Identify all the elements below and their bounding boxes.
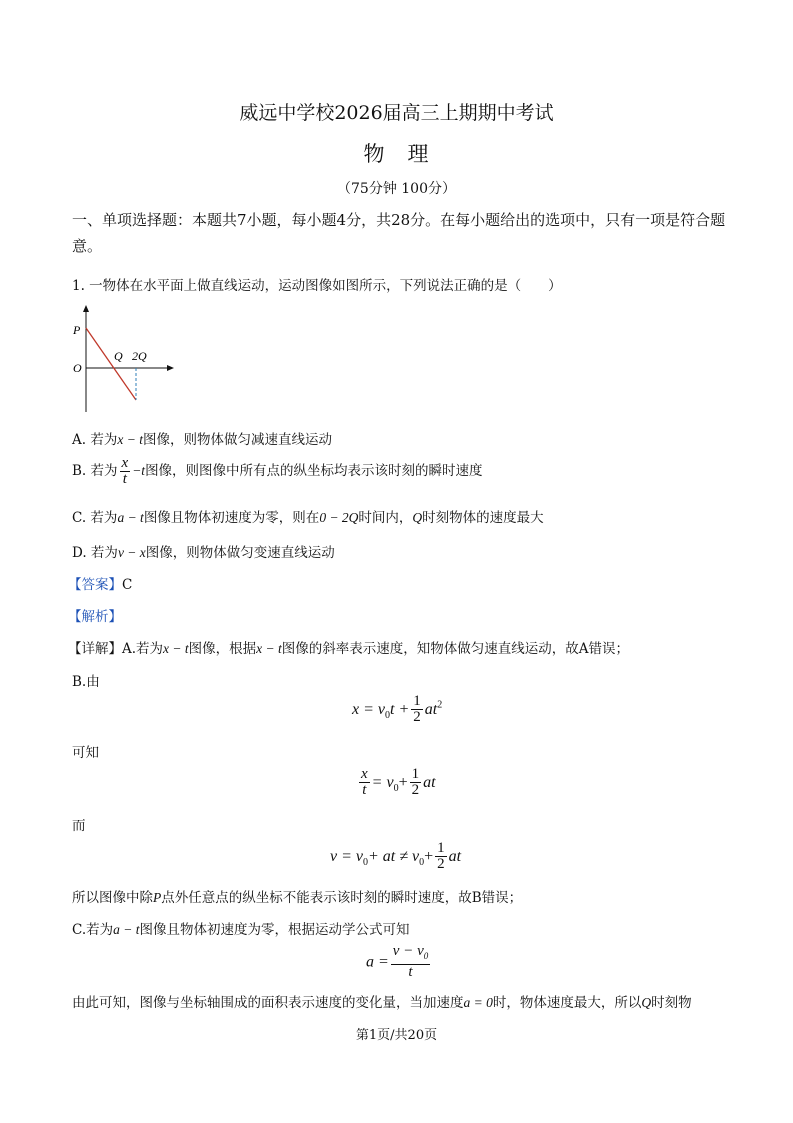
detail-b-conclusion: 所以图像中除P点外任意点的纵坐标不能表示该时刻的瞬时速度，故B错误； bbox=[72, 890, 523, 906]
exam-title: 威远中学校2026届高三上期期中考试 bbox=[239, 102, 554, 124]
graph-label-2q: 2Q bbox=[132, 349, 147, 363]
subject-title: 物 理 bbox=[363, 142, 430, 166]
motion-graph bbox=[66, 304, 186, 416]
graph-label-q: Q bbox=[114, 349, 123, 363]
text-er: 而 bbox=[72, 818, 86, 834]
answer-line bbox=[68, 573, 132, 593]
option-a: A. 若为x − t图像，则物体做匀减速直线运动 bbox=[72, 432, 332, 448]
graph-x-arrow bbox=[167, 365, 174, 371]
detail-a: 【详解】A.若为x − t图像，根据x − t图像的斜率表示速度，知物体做匀速直线运动，故A错误； bbox=[68, 641, 630, 657]
option-b: B. 若为 $\frac{x}{t}$ −t图像，则图像中所有点的纵坐标均表示该时刻的瞬时速度 bbox=[72, 455, 483, 487]
equation-4: a = $\frac{v - v_0}{t}$ bbox=[366, 943, 429, 980]
section-heading: 一、单项选择题：本题共7小题，每小题4分，共28分。在每小题给出的选项中，只有一项是符合题意。 bbox=[72, 211, 726, 255]
question-stem: 1. 一物体在水平面上做直线运动，运动图像如图所示，下列说法正确的是（ ） bbox=[72, 278, 562, 294]
detail-c-intro: C.若为a − t图像且物体初速度为零，根据运动学公式可知 bbox=[72, 922, 410, 938]
graph-line bbox=[86, 328, 136, 400]
equation-1: $x = v_0t$ + $\frac{1}{2}$ $at^2$ bbox=[352, 693, 443, 725]
equation-3: $v = v_0+$ at ≠ $v_0+$ $\frac{1}{2}$ at bbox=[330, 840, 462, 872]
page-footer: 第1页/共20页 bbox=[355, 1028, 438, 1043]
answer-value: C bbox=[122, 577, 133, 593]
equation-2: $\frac{x}{t}$ = $v_0+$ $\frac{1}{2}$ at bbox=[361, 766, 436, 798]
detail-b-intro: B.由 bbox=[72, 674, 100, 690]
graph-label-o: O bbox=[73, 361, 82, 375]
option-d: D. 若为v − x图像，则物体做匀变速直线运动 bbox=[72, 545, 335, 561]
graph-y-arrow bbox=[83, 305, 89, 312]
graph-label-p: P bbox=[73, 323, 81, 337]
analysis-label: 【解析】 bbox=[68, 609, 122, 625]
text-kezhi: 可知 bbox=[72, 745, 99, 761]
option-c: C. 若为a − t图像且物体初速度为零，则在0 − 2Q时间内，Q时刻物体的速度最大 bbox=[72, 510, 544, 526]
answer-label: 【答案】 bbox=[68, 577, 122, 593]
exam-duration: （75分钟 100分） bbox=[337, 181, 456, 197]
detail-c-last: 由此可知，图像与坐标轴围成的面积表示速度的变化量，当加速度a = 0时，物体速度最大，所以Q时刻物 bbox=[72, 995, 692, 1011]
